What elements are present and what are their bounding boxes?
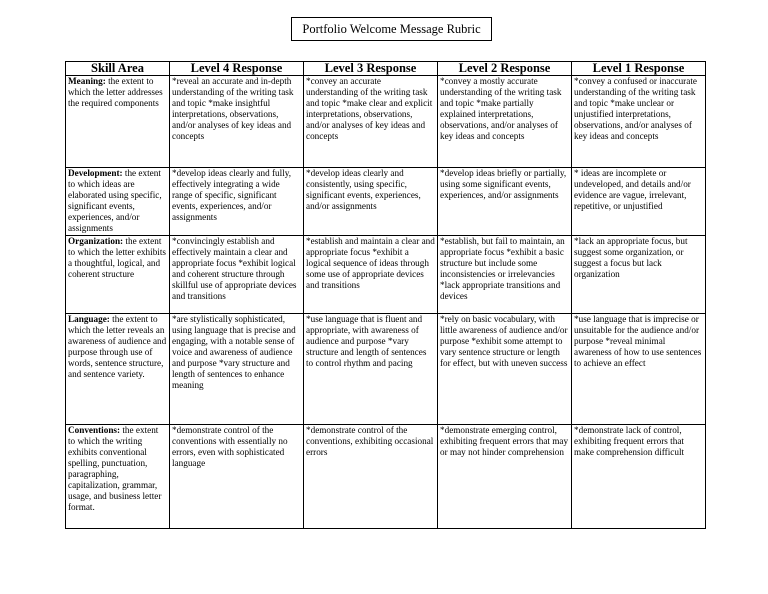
level-1-cell: *convey a confused or inaccurate understanding of the writing task and topic *make unclear or unjustified interpretations, observations, and/or analyses of key ideas and concepts	[572, 76, 706, 168]
level-3-cell: *demonstrate control of the conventions, exhibiting occasional errors	[304, 424, 438, 528]
skill-cell	[66, 424, 170, 528]
skill-description: the extent to which the letter addresses the required components	[68, 76, 163, 109]
skill-cell	[66, 168, 170, 236]
skill-description: the extent to which the letter reveals an awareness of audience and purpose through use of words, sentence structure, and sentence variety.	[68, 313, 167, 380]
header-row	[66, 62, 706, 76]
level-1-cell: *lack an appropriate focus, but suggest some organization, or suggest a focus but lack organization	[572, 235, 706, 313]
level-3-cell: *establish and maintain a clear and appropriate focus *exhibit a logical sequence of ideas through some use of appropriate devices and transitions	[304, 235, 438, 313]
header-level-3: Level 3 Response	[304, 62, 438, 76]
level-4-cell: *demonstrate control of the conventions with essentially no errors, even with sophisticated language	[170, 424, 304, 528]
level-4-cell: *are stylistically sophisticated, using language that is precise and engaging, with a notable sense of voice and awareness of audience and purpose *vary structure and length of sentences to enhance meaning	[170, 313, 304, 424]
level-4-cell: *convincingly establish and effectively maintain a clear and appropriate focus *exhibit logical and coherent structure through skillful use of appropriate devices and transitions	[170, 235, 304, 313]
level-2-cell: *rely on basic vocabulary, with little awareness of audience and/or purpose *exhibit some attempt to vary sentence structure or length for effect, but with uneven success	[438, 313, 572, 424]
skill-label: Conventions:	[68, 424, 121, 435]
skill-cell	[66, 76, 170, 168]
header-level-2: Level 2 Response	[438, 62, 572, 76]
row-development	[66, 168, 706, 236]
skill-label: Language:	[68, 313, 110, 324]
level-1-cell: *use language that is imprecise or unsuitable for the audience and/or purpose *reveal minimal awareness of how to use sentences to achieve an effect	[572, 313, 706, 424]
header-skill-area: Skill Area	[66, 62, 170, 76]
level-2-cell: *demonstrate emerging control, exhibiting frequent errors that may or may not hinder comprehension	[438, 424, 572, 528]
level-4-cell: *develop ideas clearly and fully, effectively integrating a wide range of specific, significant events, experiences, and/or assignments	[170, 168, 304, 236]
level-2-cell: *establish, but fail to maintain, an appropriate focus *exhibit a basic structure but include some inconsistencies or irrelevancies *lack appropriate transitions and devices	[438, 235, 572, 313]
level-1-cell: *demonstrate lack of control, exhibiting frequent errors that make comprehension difficult	[572, 424, 706, 528]
row-language	[66, 313, 706, 424]
level-3-cell: *convey an accurate understanding of the writing task and topic *make clear and explicit interpretations, observations, and/or analyses of key ideas and concepts	[304, 76, 438, 168]
header-level-4: Level 4 Response	[170, 62, 304, 76]
level-3-cell: *develop ideas clearly and consistently, using specific, significant events, experiences, and/or assignments	[304, 168, 438, 236]
skill-cell	[66, 313, 170, 424]
level-2-cell: *develop ideas briefly or partially, using some significant events, experiences, and/or assignments	[438, 168, 572, 236]
level-4-cell: *reveal an accurate and in-depth understanding of the writing task and topic *make insightful interpretations, observations, and/or analyses of key ideas and concepts	[170, 76, 304, 168]
level-2-cell: *convey a mostly accurate understanding of the writing task and topic *make partially explained interpretations, observations, and/or analyses of key ideas and concepts	[438, 76, 572, 168]
header-level-1: Level 1 Response	[572, 62, 706, 76]
skill-description: the extent to which the writing exhibits conventional spelling, punctuation, paragraphing, capitalization, grammar, usage, and business letter format.	[68, 424, 162, 513]
document-title: Portfolio Welcome Message Rubric	[291, 17, 492, 41]
row-conventions	[66, 424, 706, 528]
level-3-cell: *use language that is fluent and appropriate, with awareness of audience and purpose *vary structure and length of sentences to control rhythm and pacing	[304, 313, 438, 424]
skill-label: Organization:	[68, 235, 124, 246]
row-organization	[66, 235, 706, 313]
skill-label: Development:	[68, 168, 123, 178]
skill-description: the extent to which the letter exhibits a thoughtful, logical, and coherent structure	[68, 235, 166, 279]
row-meaning	[66, 76, 706, 168]
rubric-table	[65, 61, 706, 529]
skill-description: the extent to which ideas are elaborated using specific, significant events, experiences, and/or assignments	[68, 168, 162, 234]
level-1-cell: * ideas are incomplete or undeveloped, and details and/or evidence are vague, irrelevant, repetitive, or unjustified	[572, 168, 706, 236]
skill-cell	[66, 235, 170, 313]
skill-label: Meaning:	[68, 76, 106, 86]
